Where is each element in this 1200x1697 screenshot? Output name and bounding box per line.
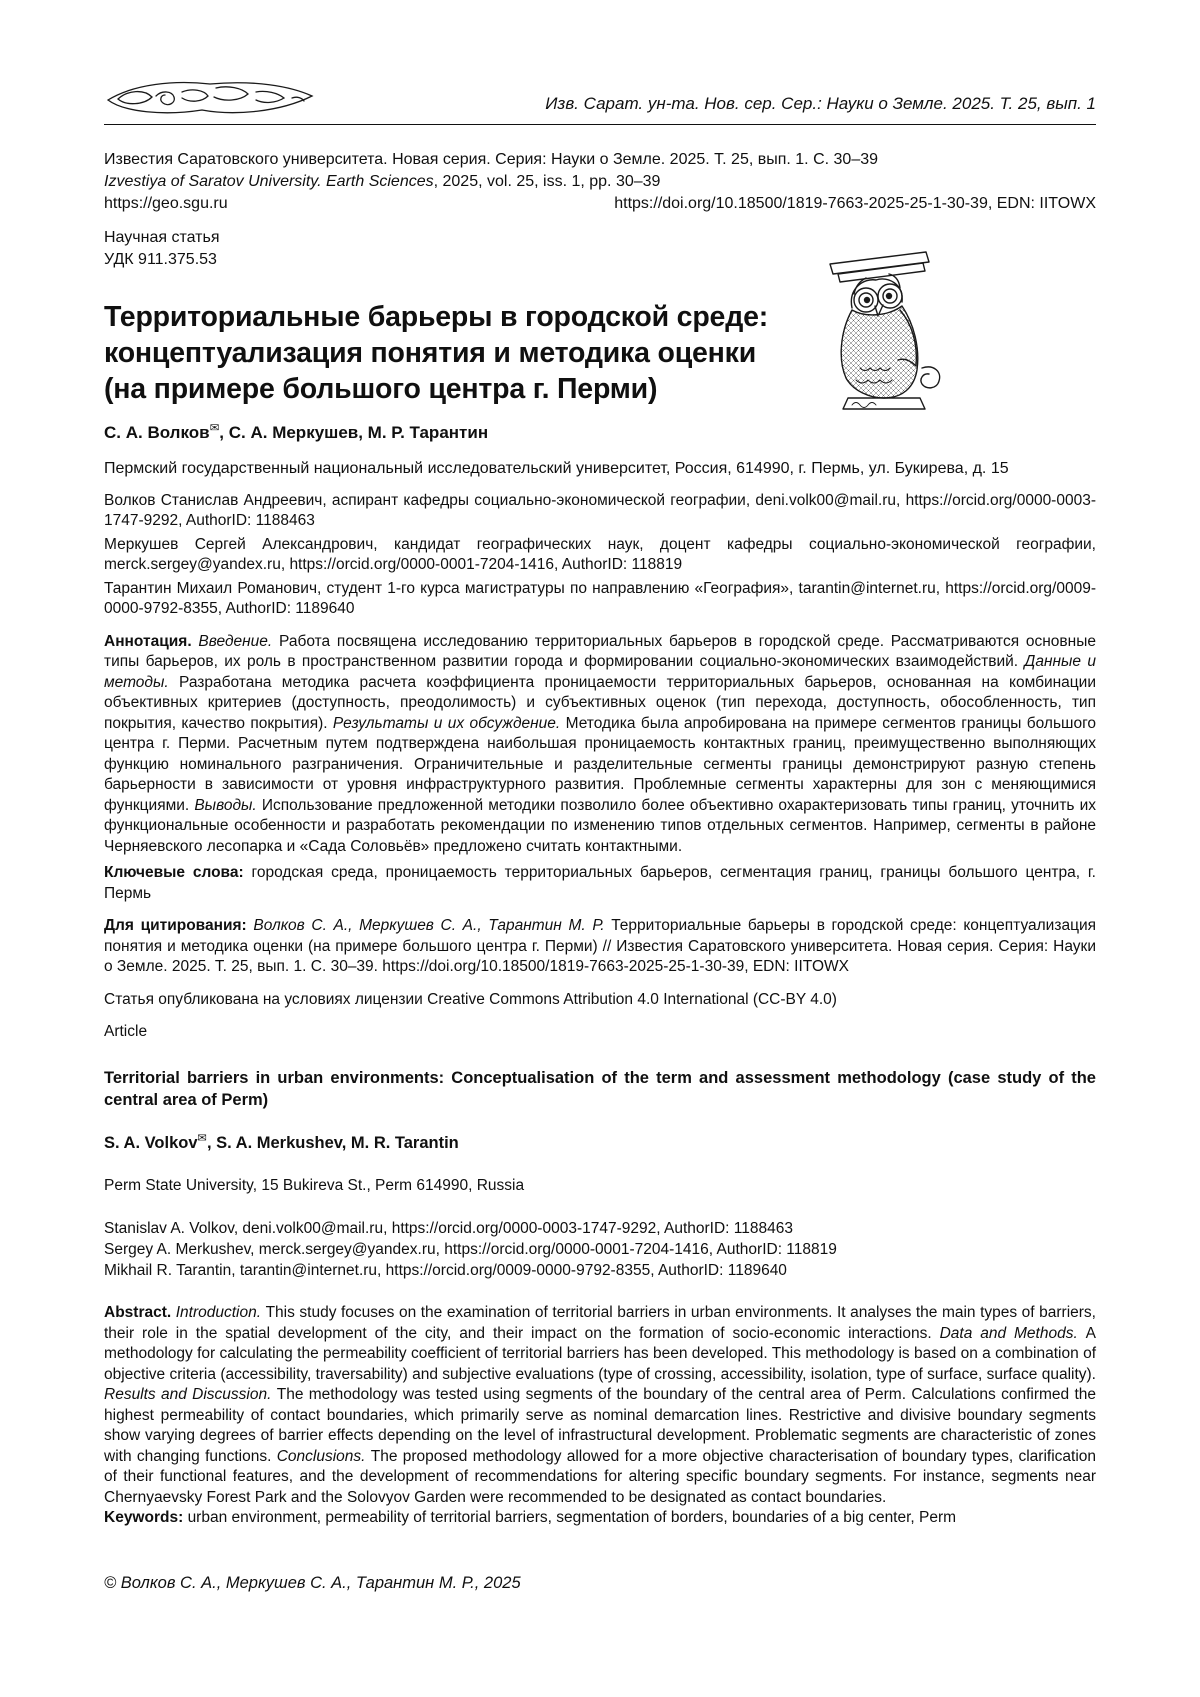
- title-line: Территориальные барьеры в городской среде:: [104, 301, 769, 333]
- article-title-en: Territorial barriers in urban environments: Conceptualisation of the term and assessment methodology (case study of the central area of Perm): [104, 1068, 1096, 1109]
- article-title-ru: [104, 299, 824, 407]
- text-segment: The proposed methodology allowed for a more objective characterisation of boundary types, clarification of their functional features, and the development of recommendations for altering specific boundary segments. For instance, segments near Chernyaevsky Forest Park and the Solovyov Garden were recommended to be designated as contact boundaries.: [104, 1447, 1097, 1506]
- article-body: [0, 125, 1200, 1593]
- text-segment: Ключевые слова:: [104, 864, 252, 881]
- page-header: [0, 0, 1200, 118]
- text-segment: , S. A. Merkushev, M. R. Tarantin: [206, 1133, 459, 1152]
- for-citation-ru: [104, 916, 1096, 978]
- text-segment: Территориальные барьеры в городской среде: концептуализация понятия и методика оценки (на примере большого центра г. Перми) // Известия Саратовского университета. Новая серия. Серия: Науки о Земле. 2025. Т. 25, вып. 1. С. 30–39. https://doi.org/10.18500/1819-7663-2025-25-1-30-39, EDN: IITOWX: [104, 917, 1096, 975]
- title-line: (на примере большого центра г. Перми): [104, 373, 658, 405]
- text-segment: С. А. Волков: [104, 423, 210, 442]
- journal-url-link[interactable]: https://geo.sgu.ru: [104, 195, 228, 212]
- text-segment: Результаты и их обсуждение.: [332, 714, 566, 732]
- keywords-ru: [104, 863, 1096, 904]
- text-segment: Data and Methods.: [939, 1324, 1086, 1342]
- citation-line-ru: Известия Саратовского университета. Новая серия. Серия: Науки о Земле. 2025. Т. 25, вып. 1. С. 30–39: [104, 151, 879, 168]
- text-segment: The methodology was tested using segments of the boundary of the central area of Perm. Calculations confirmed the highest permeability of contact boundaries, which primarily serve as nominal demarcation lines. Restrictive and divisive boundary segments show varying degrees of barrier effects depending on the level of infrastructural development. Problematic segments are characteristic of zones with changing functions.: [104, 1386, 1096, 1465]
- text-segment: ✉: [197, 1132, 207, 1144]
- text-segment: Волков С. А., Меркушев С. А., Тарантин М. Р.: [253, 917, 612, 934]
- text-segment: Results and Discussion.: [104, 1386, 277, 1403]
- author-bio: Stanislav A. Volkov, deni.volk00@mail.ru, https://orcid.org/0000-0003-1747-9292, AuthorID: 1188463: [104, 1220, 793, 1237]
- author-bio: Sergey A. Merkushev, merck.sergey@yandex.ru, https://orcid.org/0000-0001-7204-1416, AuthorID: 118819: [104, 1241, 837, 1258]
- abstract-en: [104, 1303, 1096, 1508]
- text-segment: , С. А. Меркушев, М. Р. Тарантин: [219, 423, 489, 442]
- text-segment: Работа посвящена исследованию территориальных барьеров в городской среде. Рассматриваются основные типы барьеров, их роль в пространственном развитии города и формировании социально-экономических взаимодействий.: [104, 632, 1096, 670]
- author-bio: Mikhail R. Tarantin, tarantin@internet.ru, https://orcid.org/0009-0000-9792-8355, AuthorID: 1189640: [104, 1262, 787, 1279]
- udc-label: УДК 911.375.53: [104, 251, 217, 268]
- text-segment: Выводы.: [194, 796, 262, 814]
- text-segment: Разработана методика расчета коэффициента проницаемости территориальных барьеров, основанная на комбинации объективных критериев (доступность, преодолимость) и субъективных оценок (тип перехода, доступность, обособленность, тип покрытия, качество покрытия).: [104, 673, 1096, 732]
- text-segment: Аннотация.: [104, 632, 199, 650]
- author-bios-ru: [104, 491, 1096, 620]
- author-bio: Тарантин Михаил Романович, студент 1-го курса магистратуры по направлению «География», tarantin@internet.ru, https://orcid.org/0009-0000-9792-8355, AuthorID: 1189640: [104, 579, 1096, 617]
- text-segment: Данные и методы.: [104, 653, 1097, 691]
- article-type-label: Научная статья: [104, 229, 220, 246]
- links-row: [104, 193, 1096, 215]
- author-bio: Меркушев Сергей Александрович, кандидат географических наук, доцент кафедры социально-экономической географии, merck.sergey@yandex.ru, https://orcid.org/0000-0001-7204-1416, AuthorID: 118819: [104, 535, 1096, 573]
- affiliation-en: Perm State University, 15 Bukireva St., Perm 614990, Russia: [104, 1177, 525, 1194]
- text-segment: Keywords:: [104, 1509, 188, 1526]
- license-line: Статья опубликована на условиях лицензии Creative Commons Attribution 4.0 International (CC-BY 4.0): [104, 990, 837, 1008]
- text-segment: Conclusions.: [276, 1447, 371, 1465]
- text-segment: Izvestiya of Saratov University. Earth Sciences: [104, 173, 434, 190]
- keywords-en: [104, 1508, 1096, 1529]
- text-segment: A methodology for calculating the permeability coefficient of territorial barriers has been developed. This methodology is based on a combination of objective criteria (accessibility, traversability) and subjective evaluations (type of crossing, accessibility, isolation, type of surface, surface quality).: [104, 1324, 1096, 1383]
- text-segment: S. A. Volkov: [104, 1133, 198, 1152]
- text-segment: , 2025, vol. 25, iss. 1, pp. 30–39: [433, 173, 661, 190]
- journal-ornament-logo: [104, 78, 319, 118]
- owl-engraving-icon: [826, 248, 954, 414]
- text-segment: Методика была апробирована на примере сегментов границы большого центра г. Перми. Расчетным путем подтверждена наибольшая проницаемость контактных границ, преимущественно выполняющих функцию номинального разграничения. Ограничительные и разделительные сегменты границы демонстрируют разную степень барьерности в зависимости от уровня инфраструктурного развития. Проблемные сегменты характерны для зон с меняющимися функциями.: [104, 714, 1097, 814]
- author-bios-en: [104, 1218, 1096, 1281]
- running-head: Изв. Сарат. ун-та. Нов. сер. Сер.: Науки о Земле. 2025. Т. 25, вып. 1: [545, 94, 1096, 113]
- text-segment: Для цитирования:: [104, 917, 254, 934]
- author-bio: Волков Станислав Андреевич, аспирант кафедры социально-экономической географии, deni.volk00@mail.ru, https://orcid.org/0000-0003-1747-9292, AuthorID: 1188463: [104, 491, 1096, 529]
- authors-en: [104, 1133, 1096, 1154]
- text-segment: ✉: [209, 422, 220, 435]
- owl-illustration: [826, 248, 954, 414]
- text-segment: Introduction.: [175, 1304, 266, 1321]
- doi-link[interactable]: https://doi.org/10.18500/1819-7663-2025-25-1-30-39, EDN: IITOWX: [614, 195, 1096, 212]
- text-segment: Введение.: [198, 632, 279, 650]
- text-segment: This study focuses on the examination of territorial barriers in urban environments. It analyses the main types of barriers, their role in the spatial development of the city, and their impact on the formation of socio-economic interactions.: [104, 1304, 1096, 1342]
- authors-ru: [104, 423, 1096, 444]
- copyright-line: © Волков С. А., Меркушев С. А., Тарантин М. Р., 2025: [104, 1573, 521, 1592]
- article-label-en: Article: [104, 1023, 148, 1040]
- engraved-cartouche-icon: [104, 78, 319, 118]
- affiliation-ru: Пермский государственный национальный исследовательский университет, Россия, 614990, г. Пермь, ул. Букирева, д. 15: [104, 459, 1009, 477]
- text-segment: городская среда, проницаемость территориальных барьеров, сегментация границ, границы большого центра, г. Пермь: [104, 864, 1096, 902]
- text-segment: Abstract.: [104, 1304, 176, 1321]
- citation-line-en: [104, 171, 1096, 193]
- title-line: концептуализация понятия и методика оценки: [104, 337, 757, 369]
- text-segment: Использование предложенной методики позволило более объективно охарактеризовать типы границ, уточнить их функциональные особенности и разработать рекомендации по изменению типов отдельных сегментов. Например, сегменты в районе Черняевского лесопарка и «Сада Соловьёв» предложено считать контактными.: [104, 796, 1097, 855]
- abstract-ru: [104, 632, 1096, 858]
- text-segment: urban environment, permeability of territorial barriers, segmentation of borders, boundaries of a big center, Perm: [187, 1509, 957, 1526]
